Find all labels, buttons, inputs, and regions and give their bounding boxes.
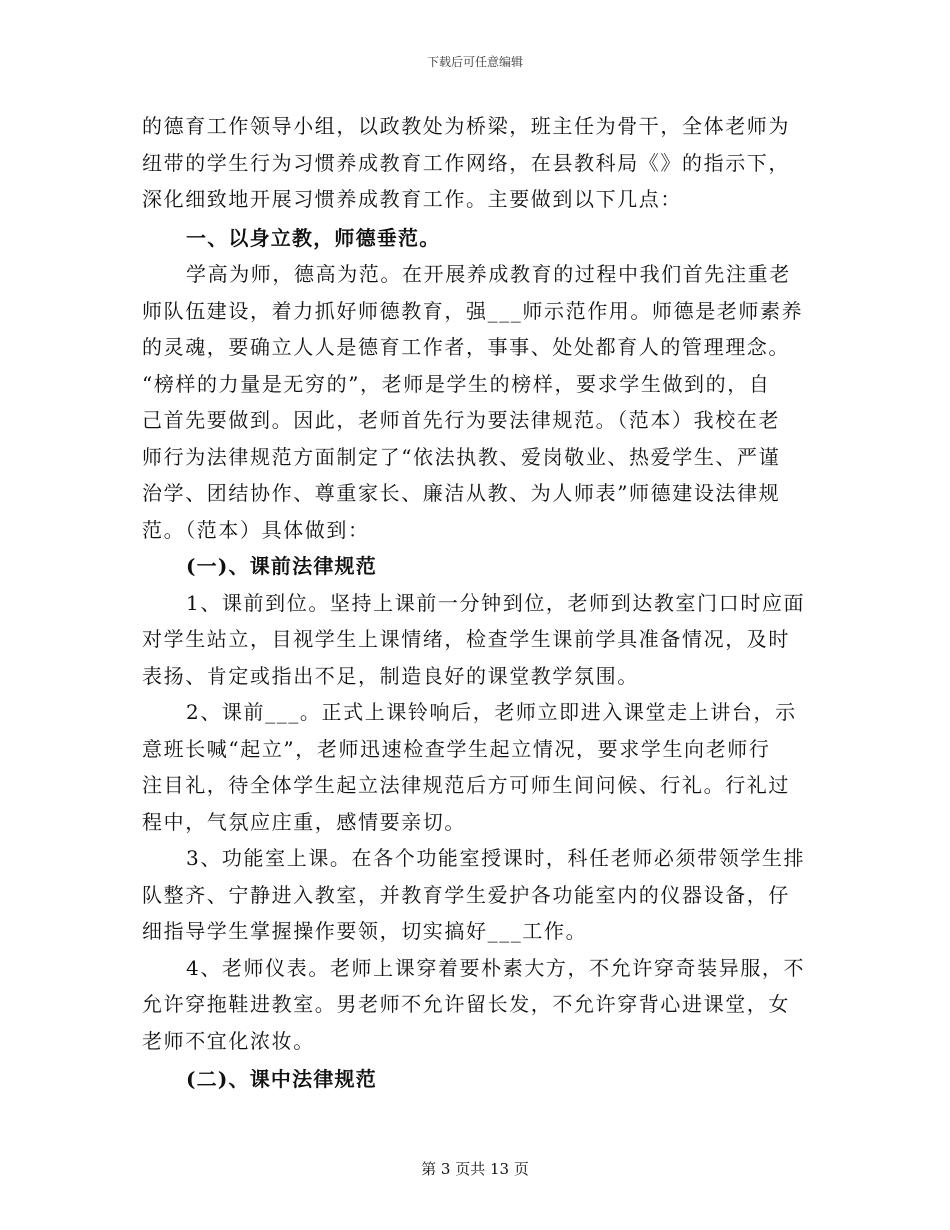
body-line: 对学生站立，目视学生上课情绪，检查学生课前学具准备情况，及时 — [142, 627, 790, 651]
body-line: 允许穿拖鞋进教室。男老师不允许留长发，不允许穿背心进课堂，女 — [142, 992, 790, 1016]
body-line: 深化细致地开展习惯养成教育工作。主要做到以下几点： — [142, 187, 682, 211]
body-line: 己首先要做到。因此，老师首先行为要法律规范。（范本）我校在老 — [142, 408, 780, 432]
paragraph-start: 3、功能室上课。在各个功能室授课时，科任老师必须带领学生排 — [186, 846, 806, 870]
body-line: 意班长喊“起立”，老师迅速检查学生起立情况，要求学生向老师行 — [142, 736, 771, 761]
subsection-heading: (一)、课前法律规范 — [186, 554, 377, 578]
body-line: 细指导学生掌握操作要领，切实搞好___工作。 — [142, 919, 588, 943]
body-line: “榜样的力量是无穷的”，老师是学生的榜样，要求学生做到的，自 — [142, 371, 771, 396]
paragraph-start: 1、课前到位。坚持上课前一分钟到位，老师到达教室门口时应面 — [186, 590, 806, 615]
body-line: 治学、团结协作、尊重家长、廉洁从教、为人师表”师德建设法律规 — [142, 481, 781, 505]
body-line: 程中，气氛应庄重，感情要亲切。 — [142, 809, 466, 834]
subsection-heading: (二)、课中法律规范 — [186, 1067, 377, 1091]
paragraph-start: 学高为师，德高为范。在开展养成教育的过程中我们首先注重老 — [186, 262, 791, 286]
body-line: 的灵魂，要确立人人是德育工作者，事事、处处都育人的管理理念。 — [142, 335, 790, 359]
paragraph-start: 2、课前___。正式上课铃响后，老师立即进入课堂走上讲台，示 — [186, 700, 797, 724]
document-body — [142, 108, 822, 1098]
body-line: 表扬、肯定或指出不足，制造良好的课堂教学氛围。 — [142, 663, 639, 688]
body-line: 师队伍建设，着力抓好师德教育，强___师示范作用。师德是老师素养 — [142, 298, 804, 323]
body-line: 范。（范本）具体做到： — [142, 517, 370, 542]
page-header: 下载后可任意编辑 — [426, 55, 523, 69]
section-heading: 一、以身立教，师德垂范。 — [186, 225, 441, 250]
body-line: 纽带的学生行为习惯养成教育工作网络，在县教科局《》的指示下， — [142, 150, 790, 175]
body-line: 注目礼，待全体学生起立法律规范后方可师生间问候、行礼。行礼过 — [142, 773, 790, 797]
paragraph-start: 4、老师仪表。老师上课穿着要朴素大方，不允许穿奇装异服，不 — [186, 955, 806, 980]
body-line: 的德育工作领导小组，以政教处为桥梁，班主任为骨干，全体老师为 — [142, 114, 790, 138]
page-footer: 第 3 页共 13 页 — [421, 1160, 529, 1178]
body-line: 老师不宜化浓妆。 — [142, 1028, 315, 1053]
body-line: 师行为法律规范方面制定了“依法执教、爱岗敬业、热爱学生、严谨 — [142, 444, 781, 469]
body-line: 队整齐、宁静进入教室，并教育学生爱护各功能室内的仪器设备，仔 — [142, 882, 790, 907]
